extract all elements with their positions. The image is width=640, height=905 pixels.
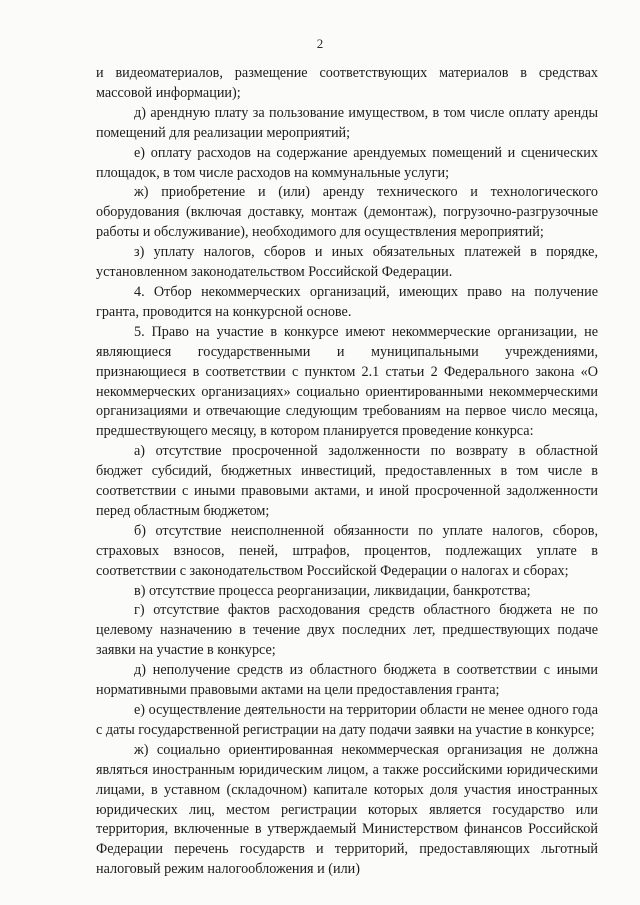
paragraph-item-e-maintenance: е) оплату расходов на содержание арендуемых помещений и сценических площадок, в том числе расходов на коммунальные услуги; (96, 144, 598, 181)
paragraph-req-e: е) осуществление деятельности на территории области не менее одного года с даты государственной регистрации на дату подачи заявки на участие в конкурсе; (96, 702, 598, 738)
paragraph-item-z-taxes: з) уплату налогов, сборов и иных обязательных платежей в порядке, установленном законодательством Российской Федерации. (96, 244, 598, 281)
paragraph-req-g: г) отсутствие фактов расходования средств областного бюджета не по целевому назначению в течение двух последних лет, предшествующих подаче заявки на участие в конкурсе; (96, 602, 598, 659)
paragraph-item-zh-equipment: ж) приобретение и (или) аренду технического и технологического оборудования (включая доставку, монтаж (демонтаж), погрузочно-разгрузочные работы и обслуживание), необходимого для осуществления мероприятий; (96, 184, 598, 241)
paragraph-continuation: и видеоматериалов, размещение соответствующих материалов в средствах массовой информации); (96, 65, 598, 101)
paragraph-req-a: а) отсутствие просроченной задолженности по возврату в областной бюджет субсидий, бюджетных инвестиций, предоставленных в том числе в соответствии с иными правовыми актами, и иной просроченной задолженности перед областным бюджетом; (96, 443, 598, 519)
document-body (96, 64, 598, 880)
paragraph-req-v: в) отсутствие процесса реорганизации, ликвидации, банкротства; (134, 582, 531, 599)
paragraph-req-b: б) отсутствие неисполненной обязанности по уплате налогов, сборов, страховых взносов, пеней, штрафов, процентов, подлежащих уплате в соответствии с законодательством Российской Федерации о налогах и сборах; (96, 522, 598, 579)
paragraph-item-d-rent: д) арендную плату за пользование имуществом, в том числе оплату аренды помещений для реализации мероприятий; (96, 104, 598, 141)
paragraph-clause-5: 5. Право на участие в конкурсе имеют некоммерческие организации, не являющиеся государственными и муниципальными учреждениями, признающиеся в соответствии с пунктом 2.1 статьи 2 Федерального закона «О некоммерческих организациях» социально ориентированными некоммерческими организациями и отвечающие следующим требованиям на первое число месяца, предшествующего месяцу, в котором планируется проведение конкурса: (96, 323, 598, 440)
paragraph-clause-4: 4. Отбор некоммерческих организаций, имеющих право на получение гранта, проводится на конкурсной основе. (96, 283, 598, 320)
page-number: 2 (316, 36, 324, 51)
paragraph-req-d: д) неполучение средств из областного бюджета в соответствии с иными нормативными правовыми актами на цели предоставления гранта; (96, 662, 598, 699)
paragraph-req-zh: ж) социально ориентированная некоммерческая организация не должна являться иностранным юридическим лицом, а также российскими юридическими лицами, в уставном (складочном) капитале которых доля участия иностранных юридических лиц, местом регистрации которых является государство или территория, включенные в утверждаемый Министерством финансов Российской Федерации перечень государств и территорий, предоставляющих льготный налоговый режим налогообложения и (или) (96, 741, 598, 878)
